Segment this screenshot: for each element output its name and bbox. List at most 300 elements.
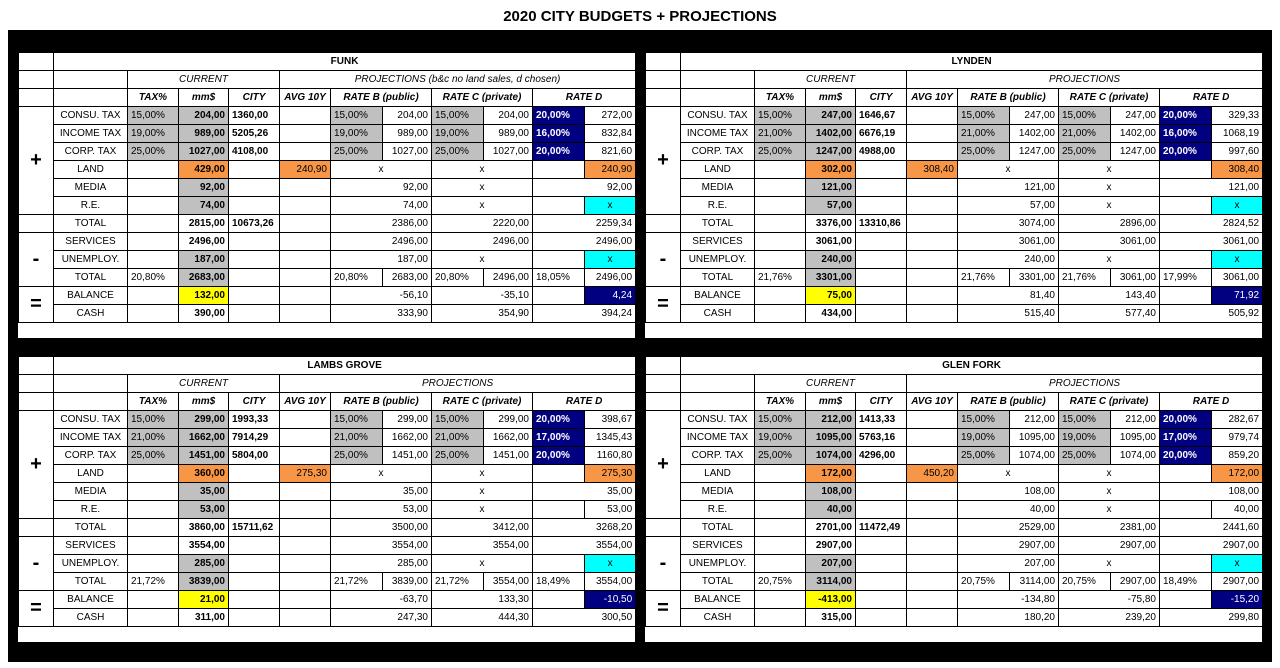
corner-cell <box>646 357 681 375</box>
rate-b-value: 53,00 <box>331 501 432 519</box>
minus-sign: - <box>19 233 54 287</box>
col-city-header: CITY <box>229 89 280 107</box>
row-label: CORP. TAX <box>681 143 755 161</box>
rate-b-pct: 15,00% <box>958 107 1010 125</box>
rate-b-value: 3839,00 <box>383 573 432 591</box>
tax-rate-cell: 20,80% <box>128 269 179 287</box>
tax-rate-cell: 21,00% <box>755 125 806 143</box>
rate-c-value: -75,80 <box>1059 591 1160 609</box>
rate-c-value: 204,00 <box>484 107 533 125</box>
col-city-header: CITY <box>856 89 907 107</box>
rate-b-pct: 21,72% <box>331 573 383 591</box>
rate-c-pct: 21,00% <box>432 429 484 447</box>
rate-c-pct: 25,00% <box>432 143 484 161</box>
row-total-income <box>646 519 1263 537</box>
row-label: TOTAL <box>681 519 755 537</box>
tax-rate-cell: 25,00% <box>128 143 179 161</box>
rate-d-value: 2907,00 <box>1212 573 1263 591</box>
rate-d-pct: 20,00% <box>1160 107 1212 125</box>
row-re <box>646 501 1263 519</box>
rate-c-pct: 20,80% <box>432 269 484 287</box>
row-label: TOTAL <box>54 573 128 591</box>
minus-sign: - <box>646 233 681 287</box>
row-services <box>19 233 636 251</box>
rate-c-value: x <box>1059 179 1160 197</box>
corner-cell <box>19 357 54 375</box>
rate-c-value: 3061,00 <box>1111 269 1160 287</box>
row-services <box>19 537 636 555</box>
city-cell: 4108,00 <box>229 143 280 161</box>
tax-rate-cell: 20,75% <box>755 573 806 591</box>
row-label: BALANCE <box>681 591 755 609</box>
row-services <box>646 233 1263 251</box>
row-total-expense <box>646 573 1263 591</box>
tax-rate-cell: 25,00% <box>755 143 806 161</box>
row-total-income <box>646 215 1263 233</box>
rate-c-value: x <box>1059 555 1160 573</box>
city-cell: 6676,19 <box>856 125 907 143</box>
rate-b-pct: 20,75% <box>958 573 1010 591</box>
mm-cell: 187,00 <box>179 251 229 269</box>
rate-b-pct: 25,00% <box>331 143 383 161</box>
rate-d-value: 299,80 <box>1160 609 1263 627</box>
rate-b-value: 285,00 <box>331 555 432 573</box>
row-label: CORP. TAX <box>54 143 128 161</box>
rate-b-value: 108,00 <box>958 483 1059 501</box>
city-name: LYNDEN <box>681 53 1263 71</box>
rate-c-pct: 25,00% <box>432 447 484 465</box>
tax-rate-cell: 25,00% <box>128 447 179 465</box>
rate-c-pct: 15,00% <box>1059 411 1111 429</box>
corner-cell <box>19 53 54 71</box>
row-consu-tax <box>19 107 636 125</box>
rate-b-value: 247,30 <box>331 609 432 627</box>
rate-b-value: 3114,00 <box>1010 573 1059 591</box>
rate-d-pct: 20,00% <box>533 107 585 125</box>
rate-d-value: 329,33 <box>1212 107 1263 125</box>
page-title: 2020 CITY BUDGETS + PROJECTIONS <box>503 8 777 25</box>
row-income-tax <box>646 125 1263 143</box>
rate-b-value: 3301,00 <box>1010 269 1059 287</box>
mm-cell: 3061,00 <box>806 233 856 251</box>
total-mm-cell: 2701,00 <box>806 519 856 537</box>
rate-b-pct: 20,80% <box>331 269 383 287</box>
row-label: INCOME TAX <box>54 125 128 143</box>
equals-sign: = <box>646 591 681 627</box>
rate-d-pct: 20,00% <box>1160 411 1212 429</box>
city-cell: 1413,33 <box>856 411 907 429</box>
rate-c-value: 3554,00 <box>484 573 533 591</box>
rate-d-value: 121,00 <box>1160 179 1263 197</box>
rate-b-value: 3074,00 <box>958 215 1059 233</box>
rate-b-value: 1402,00 <box>1010 125 1059 143</box>
rate-d-pct: 18,49% <box>1160 573 1212 591</box>
mm-cell: 40,00 <box>806 501 856 519</box>
rate-b-pct: 25,00% <box>958 447 1010 465</box>
mm-cell: 285,00 <box>179 555 229 573</box>
row-label: R.E. <box>681 501 755 519</box>
row-media <box>646 179 1263 197</box>
col-city-header: CITY <box>856 393 907 411</box>
row-consu-tax <box>646 107 1263 125</box>
rate-d-value: x <box>585 251 636 269</box>
row-label: CASH <box>54 609 128 627</box>
row-label: BALANCE <box>681 287 755 305</box>
city-cell: 5763,16 <box>856 429 907 447</box>
city-panel-lynden <box>645 52 1262 338</box>
rate-b-value: 81,40 <box>958 287 1059 305</box>
rate-d-value: 282,67 <box>1212 411 1263 429</box>
total-mm-cell: 2683,00 <box>179 269 229 287</box>
row-label: BALANCE <box>54 287 128 305</box>
rate-d-value: 3061,00 <box>1160 233 1263 251</box>
row-label: CASH <box>681 305 755 323</box>
rate-d-value: 240,90 <box>585 161 636 179</box>
rate-d-value: 3061,00 <box>1212 269 1263 287</box>
row-label: BALANCE <box>54 591 128 609</box>
rate-c-value: 1074,00 <box>1111 447 1160 465</box>
rate-b-value: 92,00 <box>331 179 432 197</box>
rate-d-value: 40,00 <box>1212 501 1263 519</box>
city-cell: 7914,29 <box>229 429 280 447</box>
col-avg-header: AVG 10Y <box>280 393 331 411</box>
rate-b-value: x <box>331 465 432 483</box>
equals-sign: = <box>19 287 54 323</box>
mm-cell: 108,00 <box>806 483 856 501</box>
rate-b-value: 207,00 <box>958 555 1059 573</box>
rate-d-value: 35,00 <box>533 483 636 501</box>
col-city-header: CITY <box>229 393 280 411</box>
row-re <box>646 197 1263 215</box>
row-label: CORP. TAX <box>54 447 128 465</box>
rate-d-value: 997,60 <box>1212 143 1263 161</box>
rate-b-pct: 19,00% <box>958 429 1010 447</box>
tax-rate-cell: 21,00% <box>128 429 179 447</box>
equals-sign: = <box>19 591 54 627</box>
row-label: INCOME TAX <box>54 429 128 447</box>
row-label: CONSU. TAX <box>681 107 755 125</box>
rate-b-value: 212,00 <box>1010 411 1059 429</box>
balance-mm-cell: -413,00 <box>806 591 856 609</box>
row-label: CASH <box>54 305 128 323</box>
rate-d-value: 92,00 <box>533 179 636 197</box>
mm-cell: 1074,00 <box>806 447 856 465</box>
rate-b-value: 2496,00 <box>331 233 432 251</box>
row-label: R.E. <box>681 197 755 215</box>
rate-d-value: 505,92 <box>1160 305 1263 323</box>
balance-mm-cell: 75,00 <box>806 287 856 305</box>
rate-b-value: 333,90 <box>331 305 432 323</box>
row-label: SERVICES <box>54 233 128 251</box>
rate-d-value: x <box>585 197 636 215</box>
row-total-income <box>19 519 636 537</box>
mm-cell: 2907,00 <box>806 537 856 555</box>
rate-b-pct: 19,00% <box>331 125 383 143</box>
row-label: LAND <box>54 465 128 483</box>
total-mm-cell: 3860,00 <box>179 519 229 537</box>
minus-sign: - <box>646 537 681 591</box>
row-cash <box>19 609 636 627</box>
rate-d-balance: -15,20 <box>1212 591 1263 609</box>
row-income-tax <box>19 429 636 447</box>
col-mm-header: mm$ <box>179 89 229 107</box>
rate-b-value: 989,00 <box>383 125 432 143</box>
row-cash <box>19 305 636 323</box>
rate-c-pct: 21,76% <box>1059 269 1111 287</box>
row-label: CONSU. TAX <box>54 411 128 429</box>
balance-mm-cell: 21,00 <box>179 591 229 609</box>
current-header: CURRENT <box>128 71 280 89</box>
mm-cell: 247,00 <box>806 107 856 125</box>
col-tax-header: TAX% <box>755 89 806 107</box>
col-rateb-header: RATE B (public) <box>331 393 432 411</box>
row-label: MEDIA <box>54 483 128 501</box>
rate-b-value: 1247,00 <box>1010 143 1059 161</box>
rate-b-value: x <box>331 161 432 179</box>
rate-c-value: x <box>1059 161 1160 179</box>
rate-c-value: 444,30 <box>432 609 533 627</box>
city-cell: 1360,00 <box>229 107 280 125</box>
tax-rate-cell: 19,00% <box>128 125 179 143</box>
land-mm-cell: 429,00 <box>179 161 229 179</box>
rate-c-value: x <box>1059 197 1160 215</box>
col-rateb-header: RATE B (public) <box>331 89 432 107</box>
rate-b-value: 187,00 <box>331 251 432 269</box>
rate-b-value: 515,40 <box>958 305 1059 323</box>
rate-c-value: 2896,00 <box>1059 215 1160 233</box>
row-balance <box>19 287 636 305</box>
col-rated-header: RATE D <box>1160 89 1263 107</box>
row-total-expense <box>19 269 636 287</box>
land-avg-cell: 240,90 <box>280 161 331 179</box>
rate-d-value: x <box>585 555 636 573</box>
row-unemploy <box>19 555 636 573</box>
rate-b-pct: 21,00% <box>958 125 1010 143</box>
rate-c-pct: 19,00% <box>432 125 484 143</box>
rate-c-value: x <box>432 465 533 483</box>
row-label: TOTAL <box>681 573 755 591</box>
rate-b-pct: 25,00% <box>331 447 383 465</box>
row-cash <box>646 609 1263 627</box>
rate-c-value: 212,00 <box>1111 411 1160 429</box>
row-total-expense <box>646 269 1263 287</box>
total-city-cell: 11472,49 <box>856 519 907 537</box>
mm-cell: 1402,00 <box>806 125 856 143</box>
rate-d-pct: 16,00% <box>1160 125 1212 143</box>
rate-c-value: x <box>432 197 533 215</box>
city-panel-glen-fork <box>645 356 1262 642</box>
row-media <box>646 483 1263 501</box>
rate-b-value: 3500,00 <box>331 519 432 537</box>
rate-b-value: x <box>958 465 1059 483</box>
rate-d-value: 108,00 <box>1160 483 1263 501</box>
rate-d-balance: -10,50 <box>585 591 636 609</box>
col-ratec-header: RATE C (private) <box>1059 393 1160 411</box>
rate-d-value: 1345,43 <box>585 429 636 447</box>
rate-c-value: x <box>432 483 533 501</box>
rate-d-pct: 20,00% <box>533 143 585 161</box>
rate-b-value: 2683,00 <box>383 269 432 287</box>
rate-d-value: 859,20 <box>1212 447 1263 465</box>
rate-d-balance: 71,92 <box>1212 287 1263 305</box>
col-ratec-header: RATE C (private) <box>432 393 533 411</box>
rate-c-pct: 15,00% <box>432 411 484 429</box>
rate-d-pct: 18,05% <box>533 269 585 287</box>
rate-b-value: 35,00 <box>331 483 432 501</box>
row-re <box>19 197 636 215</box>
city-panel-lambs-grove <box>18 356 635 642</box>
rate-d-value: 1068,19 <box>1212 125 1263 143</box>
rate-d-value: 275,30 <box>585 465 636 483</box>
col-avg-header: AVG 10Y <box>907 393 958 411</box>
rate-c-value: 299,00 <box>484 411 533 429</box>
rate-c-value: 1247,00 <box>1111 143 1160 161</box>
rate-c-value: 1027,00 <box>484 143 533 161</box>
row-consu-tax <box>19 411 636 429</box>
rate-b-value: 2386,00 <box>331 215 432 233</box>
row-label: UNEMPLOY. <box>681 555 755 573</box>
rate-c-value: 3061,00 <box>1059 233 1160 251</box>
rate-c-value: 1662,00 <box>484 429 533 447</box>
rate-c-value: 1402,00 <box>1111 125 1160 143</box>
rate-d-value: x <box>1212 251 1263 269</box>
row-label: UNEMPLOY. <box>54 555 128 573</box>
row-consu-tax <box>646 411 1263 429</box>
mm-cell: 204,00 <box>179 107 229 125</box>
city-cell: 4296,00 <box>856 447 907 465</box>
rate-c-value: x <box>432 501 533 519</box>
row-balance <box>646 591 1263 609</box>
rate-d-pct: 17,00% <box>1160 429 1212 447</box>
rate-d-value: 53,00 <box>585 501 636 519</box>
cash-mm-cell: 315,00 <box>806 609 856 627</box>
rate-b-value: 2907,00 <box>958 537 1059 555</box>
tax-rate-cell: 19,00% <box>755 429 806 447</box>
row-label: MEDIA <box>681 179 755 197</box>
rate-b-value: 57,00 <box>958 197 1059 215</box>
current-header: CURRENT <box>755 71 907 89</box>
row-label: TOTAL <box>681 215 755 233</box>
rate-c-pct: 25,00% <box>1059 143 1111 161</box>
rate-c-value: x <box>432 161 533 179</box>
rate-c-value: 2220,00 <box>432 215 533 233</box>
rate-b-value: 1451,00 <box>383 447 432 465</box>
rate-d-value: 2907,00 <box>1160 537 1263 555</box>
projections-header: PROJECTIONS (b&c no land sales, d chosen) <box>280 71 636 89</box>
corner-cell <box>646 53 681 71</box>
row-label: TOTAL <box>54 215 128 233</box>
row-label: TOTAL <box>54 269 128 287</box>
rate-d-value: 300,50 <box>533 609 636 627</box>
rate-d-pct: 16,00% <box>533 125 585 143</box>
row-corp-tax <box>19 143 636 161</box>
rate-c-pct: 25,00% <box>1059 447 1111 465</box>
rate-d-value: 821,60 <box>585 143 636 161</box>
row-corp-tax <box>646 143 1263 161</box>
mm-cell: 74,00 <box>179 197 229 215</box>
rate-d-pct: 18,49% <box>533 573 585 591</box>
rate-c-value: 2496,00 <box>432 233 533 251</box>
rate-d-value: 2824,52 <box>1160 215 1263 233</box>
rate-d-value: 2496,00 <box>585 269 636 287</box>
row-label: CONSU. TAX <box>681 411 755 429</box>
rate-d-value: 1160,80 <box>585 447 636 465</box>
rate-c-value: 2381,00 <box>1059 519 1160 537</box>
row-label: CONSU. TAX <box>54 107 128 125</box>
rate-d-value: 3554,00 <box>533 537 636 555</box>
mm-cell: 1247,00 <box>806 143 856 161</box>
row-media <box>19 179 636 197</box>
rate-b-value: 1095,00 <box>1010 429 1059 447</box>
rate-c-pct: 20,75% <box>1059 573 1111 591</box>
rate-c-value: 143,40 <box>1059 287 1160 305</box>
row-corp-tax <box>646 447 1263 465</box>
col-avg-header: AVG 10Y <box>280 89 331 107</box>
total-mm-cell: 3839,00 <box>179 573 229 591</box>
total-mm-cell: 3301,00 <box>806 269 856 287</box>
col-tax-header: TAX% <box>128 89 179 107</box>
rate-c-value: 133,30 <box>432 591 533 609</box>
budget-table <box>645 356 1263 627</box>
row-services <box>646 537 1263 555</box>
tax-rate-cell: 21,76% <box>755 269 806 287</box>
rate-d-value: 2496,00 <box>533 233 636 251</box>
rate-c-value: x <box>432 179 533 197</box>
rate-c-value: 239,20 <box>1059 609 1160 627</box>
row-label: MEDIA <box>54 179 128 197</box>
row-label: SERVICES <box>681 537 755 555</box>
projections-header: PROJECTIONS <box>907 375 1263 393</box>
row-label: R.E. <box>54 197 128 215</box>
mm-cell: 53,00 <box>179 501 229 519</box>
row-income-tax <box>19 125 636 143</box>
row-balance <box>646 287 1263 305</box>
mm-cell: 57,00 <box>806 197 856 215</box>
rate-d-value: x <box>1212 555 1263 573</box>
rate-d-pct: 20,00% <box>1160 447 1212 465</box>
mm-cell: 240,00 <box>806 251 856 269</box>
rate-c-pct: 21,00% <box>1059 125 1111 143</box>
city-name: GLEN FORK <box>681 357 1263 375</box>
row-re <box>19 501 636 519</box>
mm-cell: 1451,00 <box>179 447 229 465</box>
rate-b-value: 3061,00 <box>958 233 1059 251</box>
row-label: TOTAL <box>681 269 755 287</box>
row-cash <box>646 305 1263 323</box>
rate-b-value: 299,00 <box>383 411 432 429</box>
rate-d-value: 3268,20 <box>533 519 636 537</box>
row-media <box>19 483 636 501</box>
row-label: UNEMPLOY. <box>681 251 755 269</box>
rate-b-value: 204,00 <box>383 107 432 125</box>
budget-table <box>18 52 636 323</box>
plus-sign: + <box>646 107 681 215</box>
rate-c-value: 354,90 <box>432 305 533 323</box>
rate-b-value: 40,00 <box>958 501 1059 519</box>
row-unemploy <box>19 251 636 269</box>
col-ratec-header: RATE C (private) <box>432 89 533 107</box>
rate-c-value: 989,00 <box>484 125 533 143</box>
city-name: LAMBS GROVE <box>54 357 636 375</box>
rate-b-pct: 15,00% <box>331 107 383 125</box>
equals-sign: = <box>646 287 681 323</box>
tax-rate-cell: 15,00% <box>755 411 806 429</box>
mm-cell: 1027,00 <box>179 143 229 161</box>
rate-c-value: x <box>432 555 533 573</box>
rate-b-value: -56,10 <box>331 287 432 305</box>
total-mm-cell: 3376,00 <box>806 215 856 233</box>
minus-sign: - <box>19 537 54 591</box>
